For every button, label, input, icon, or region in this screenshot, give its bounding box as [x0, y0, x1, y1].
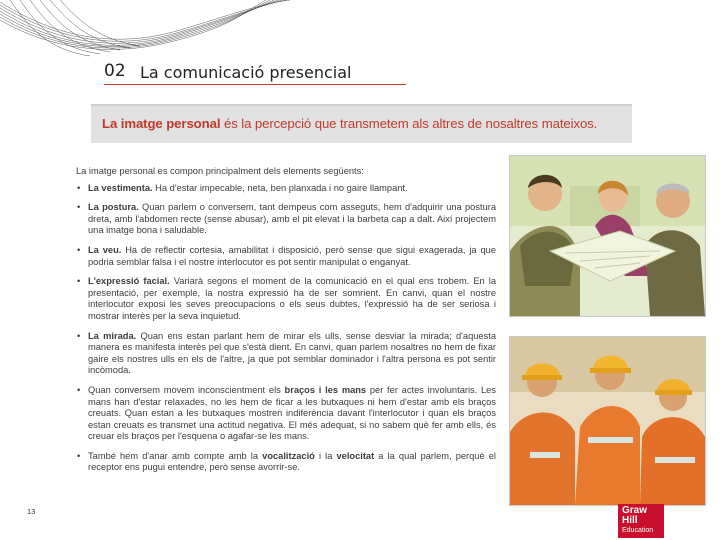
- list-item: [76, 183, 496, 195]
- list-item: [76, 385, 496, 443]
- logo-line2: Hill: [622, 515, 638, 526]
- list-item: [76, 276, 496, 322]
- item-text: També hem d'anar amb compte amb la: [88, 450, 263, 461]
- item-text: i la: [314, 450, 337, 461]
- list-item: [76, 202, 496, 237]
- item-term: La mirada.: [88, 330, 137, 341]
- item-term: vocalització: [262, 450, 315, 461]
- illustration-workers: [509, 336, 706, 506]
- section-title: La comunicació presencial: [140, 63, 352, 82]
- item-term: braços i les mans: [284, 384, 367, 395]
- item-text: per fer actes involuntaris. Les mans han d'estar relaxades, no les hem de ficar a les butxaques ni hem d'estar amb els braços creuats. Quan estan a les butxaques mostren indiferència davant l'interlocutor i quan els braços estan creuats es transmet una actitud negativa. El més adequat, si no sabem què fer amb ells, és creuar els braços per l'esquena o agafar-se les mans.: [88, 384, 496, 442]
- list-item: [76, 245, 496, 268]
- logo-line3: Education: [622, 527, 654, 534]
- item-text: Quan ens estan parlant hem de mirar els ulls, sense desviar la mirada; d'aquesta manera es manifesta interès pel que s'està dient. En canvi, quan parlem nosaltres no hem de fixar gaire els nostres ulls en els de l'altre, ja que pot semblar dominador i l'altra persona es pot sentir incòmoda.: [88, 330, 496, 376]
- item-term: La vestimenta.: [88, 182, 153, 193]
- item-text: Ha d'estar impecable, neta, ben planxada i no gaire llampant.: [152, 182, 408, 193]
- item-text: a la qual parlem, perquè el receptor ens pugui entendre, però sense avorrir-se.: [88, 450, 496, 473]
- decorative-swirl-graphic: [0, 0, 300, 60]
- item-text: Quan parlem o conversem, tant dempeus com asseguts, hem d'adquirir una postura dreta, amb l'abdomen recte (sense abusar), amb el pit elevat i la barbeta cap a dalt. Així projectem una imatge bona i saludable.: [88, 202, 497, 236]
- publisher-logo: [618, 504, 664, 538]
- definition-term: La imatge personal: [102, 116, 221, 131]
- logo-line1: Graw: [622, 505, 648, 516]
- definition-rest: és la percepció que transmetem als altres de nosaltres mateixos.: [220, 116, 598, 131]
- page-number: 13: [27, 507, 36, 516]
- definition-text: [102, 116, 597, 131]
- list-item: [76, 331, 496, 377]
- item-term: velocitat: [336, 450, 375, 461]
- elements-list: [76, 183, 496, 474]
- main-text: [76, 166, 496, 482]
- section-header: [104, 60, 406, 85]
- list-item: [76, 451, 496, 474]
- illustration-meeting: [509, 155, 706, 317]
- item-text: Variarà segons el moment de la comunicació en el qual ens trobem. En la presentació, per exemple, la nostra expressió ha de ser somrient. En canvi, quan el nostre interlocutor exposi les seves preocupacions o els seus dubtes, l'expressió ha de ser seriosa i mostrar interès per la seva inquietud.: [88, 276, 496, 321]
- definition-banner: [91, 104, 632, 143]
- item-term: L'expressió facial.: [88, 276, 170, 287]
- item-term: La veu.: [88, 244, 122, 255]
- intro-paragraph: La imatge personal es compon principalment dels elements següents:: [76, 166, 364, 176]
- item-text: Quan conversem movem inconscientment els: [88, 384, 285, 395]
- section-number: 02: [104, 61, 126, 81]
- item-text: Ha de reflectir cortesia, amabilitat i disposició, però sense que sigui exagerada, ja que podria semblar falsa i el nostre interlocutor es pot sentir manipulat o enganyat.: [88, 244, 496, 267]
- item-term: La postura.: [88, 202, 139, 213]
